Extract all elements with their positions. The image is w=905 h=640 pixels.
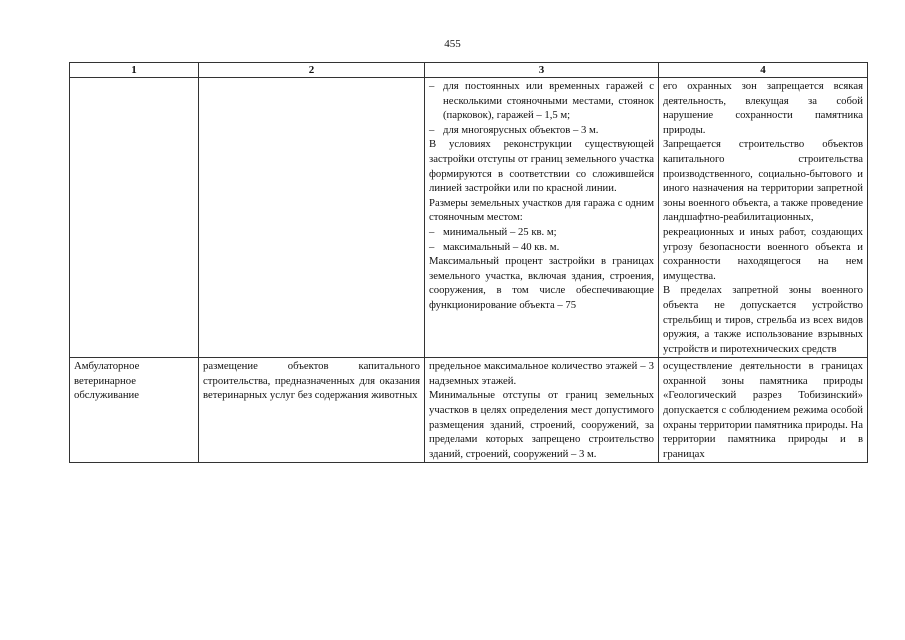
- row1-col2: [199, 78, 425, 358]
- row2-col2: [199, 358, 425, 463]
- paragraph: предельное максимальное количество этажей – 3 надземных этажей.: [429, 360, 654, 387]
- paragraph: В пределах запретной зоны военного объекта не допускается устройство стрельбищ и тиров, стрельба из всех видов оружия, а также использование взрывных устройств и пиротехнических средств: [663, 284, 863, 355]
- row2-col4: [659, 358, 868, 463]
- dash-item: – минимальный – 25 кв. м;: [429, 225, 557, 238]
- paragraph: В условиях реконструкции существующей застройки отступы от границ земельного участка формируются в соответствии со сложившейся линией застройки или по красной линии.: [429, 138, 654, 195]
- row1-col1: [70, 78, 199, 358]
- use-type-description: размещение объектов капитального строительства, предназначенных для оказания ветеринарных услуг без содержания животных: [203, 360, 420, 402]
- table-row: [70, 358, 868, 463]
- paragraph: Размеры земельных участков для гаража с одним стояночным местом:: [429, 196, 654, 224]
- page-number: 455: [444, 38, 461, 50]
- header-col-4: 4: [659, 63, 868, 78]
- table-row: [70, 78, 868, 358]
- paragraph: Минимальные отступы от границ земельных участков в целях определения мест допустимого размещения зданий, строений, сооружений, за пределами которых запрещено строительство зданий, строений, сооружений – 3 м.: [429, 389, 654, 460]
- paragraph: его охранных зон запрещается всякая деятельность, влекущая за собой нарушение сохранности памятника природы.: [663, 80, 863, 136]
- row2-col3: [425, 358, 659, 463]
- header-col-2: 2: [199, 63, 425, 78]
- dash-item: – для постоянных или временных гаражей с несколькими стояночными местами, стоянок (парковок), гаражей – 1,5 м;: [429, 80, 654, 122]
- use-type-name: Амбулаторное ветеринарное обслуживание: [74, 360, 140, 402]
- header-row: [70, 63, 868, 78]
- row1-col3: [425, 78, 659, 358]
- row1-col4: [659, 78, 868, 358]
- row2-col1: [70, 358, 199, 463]
- dash-item: – максимальный – 40 кв. м.: [429, 240, 560, 253]
- paragraph: Запрещается строительство объектов капитального строительства производственного, социально-бытового и иного назначения на территории запретной зоны военного объекта, а также проведение ландшафтно-реабилитационных, рекреационных и иных работ, создающих угрозу безопасности военного объекта и сохранности находящегося на нем имущества.: [663, 138, 863, 282]
- header-col-1: 1: [70, 63, 199, 78]
- paragraph: осуществление деятельности в границах охранной зоны памятника природы «Геологический разрез Тобизинский» допускается с соблюдением режима особой охраны территории памятника природы. На территории памятника природы и в границах: [663, 360, 863, 460]
- header-col-3: 3: [425, 63, 659, 78]
- dash-item: – для многоярусных объектов – 3 м.: [429, 123, 599, 136]
- paragraph: Максимальный процент застройки в границах земельного участка, включая здания, строения, сооружения, в том числе обеспечивающие функционирование объекта – 75: [429, 255, 654, 311]
- regulations-table: [69, 62, 868, 463]
